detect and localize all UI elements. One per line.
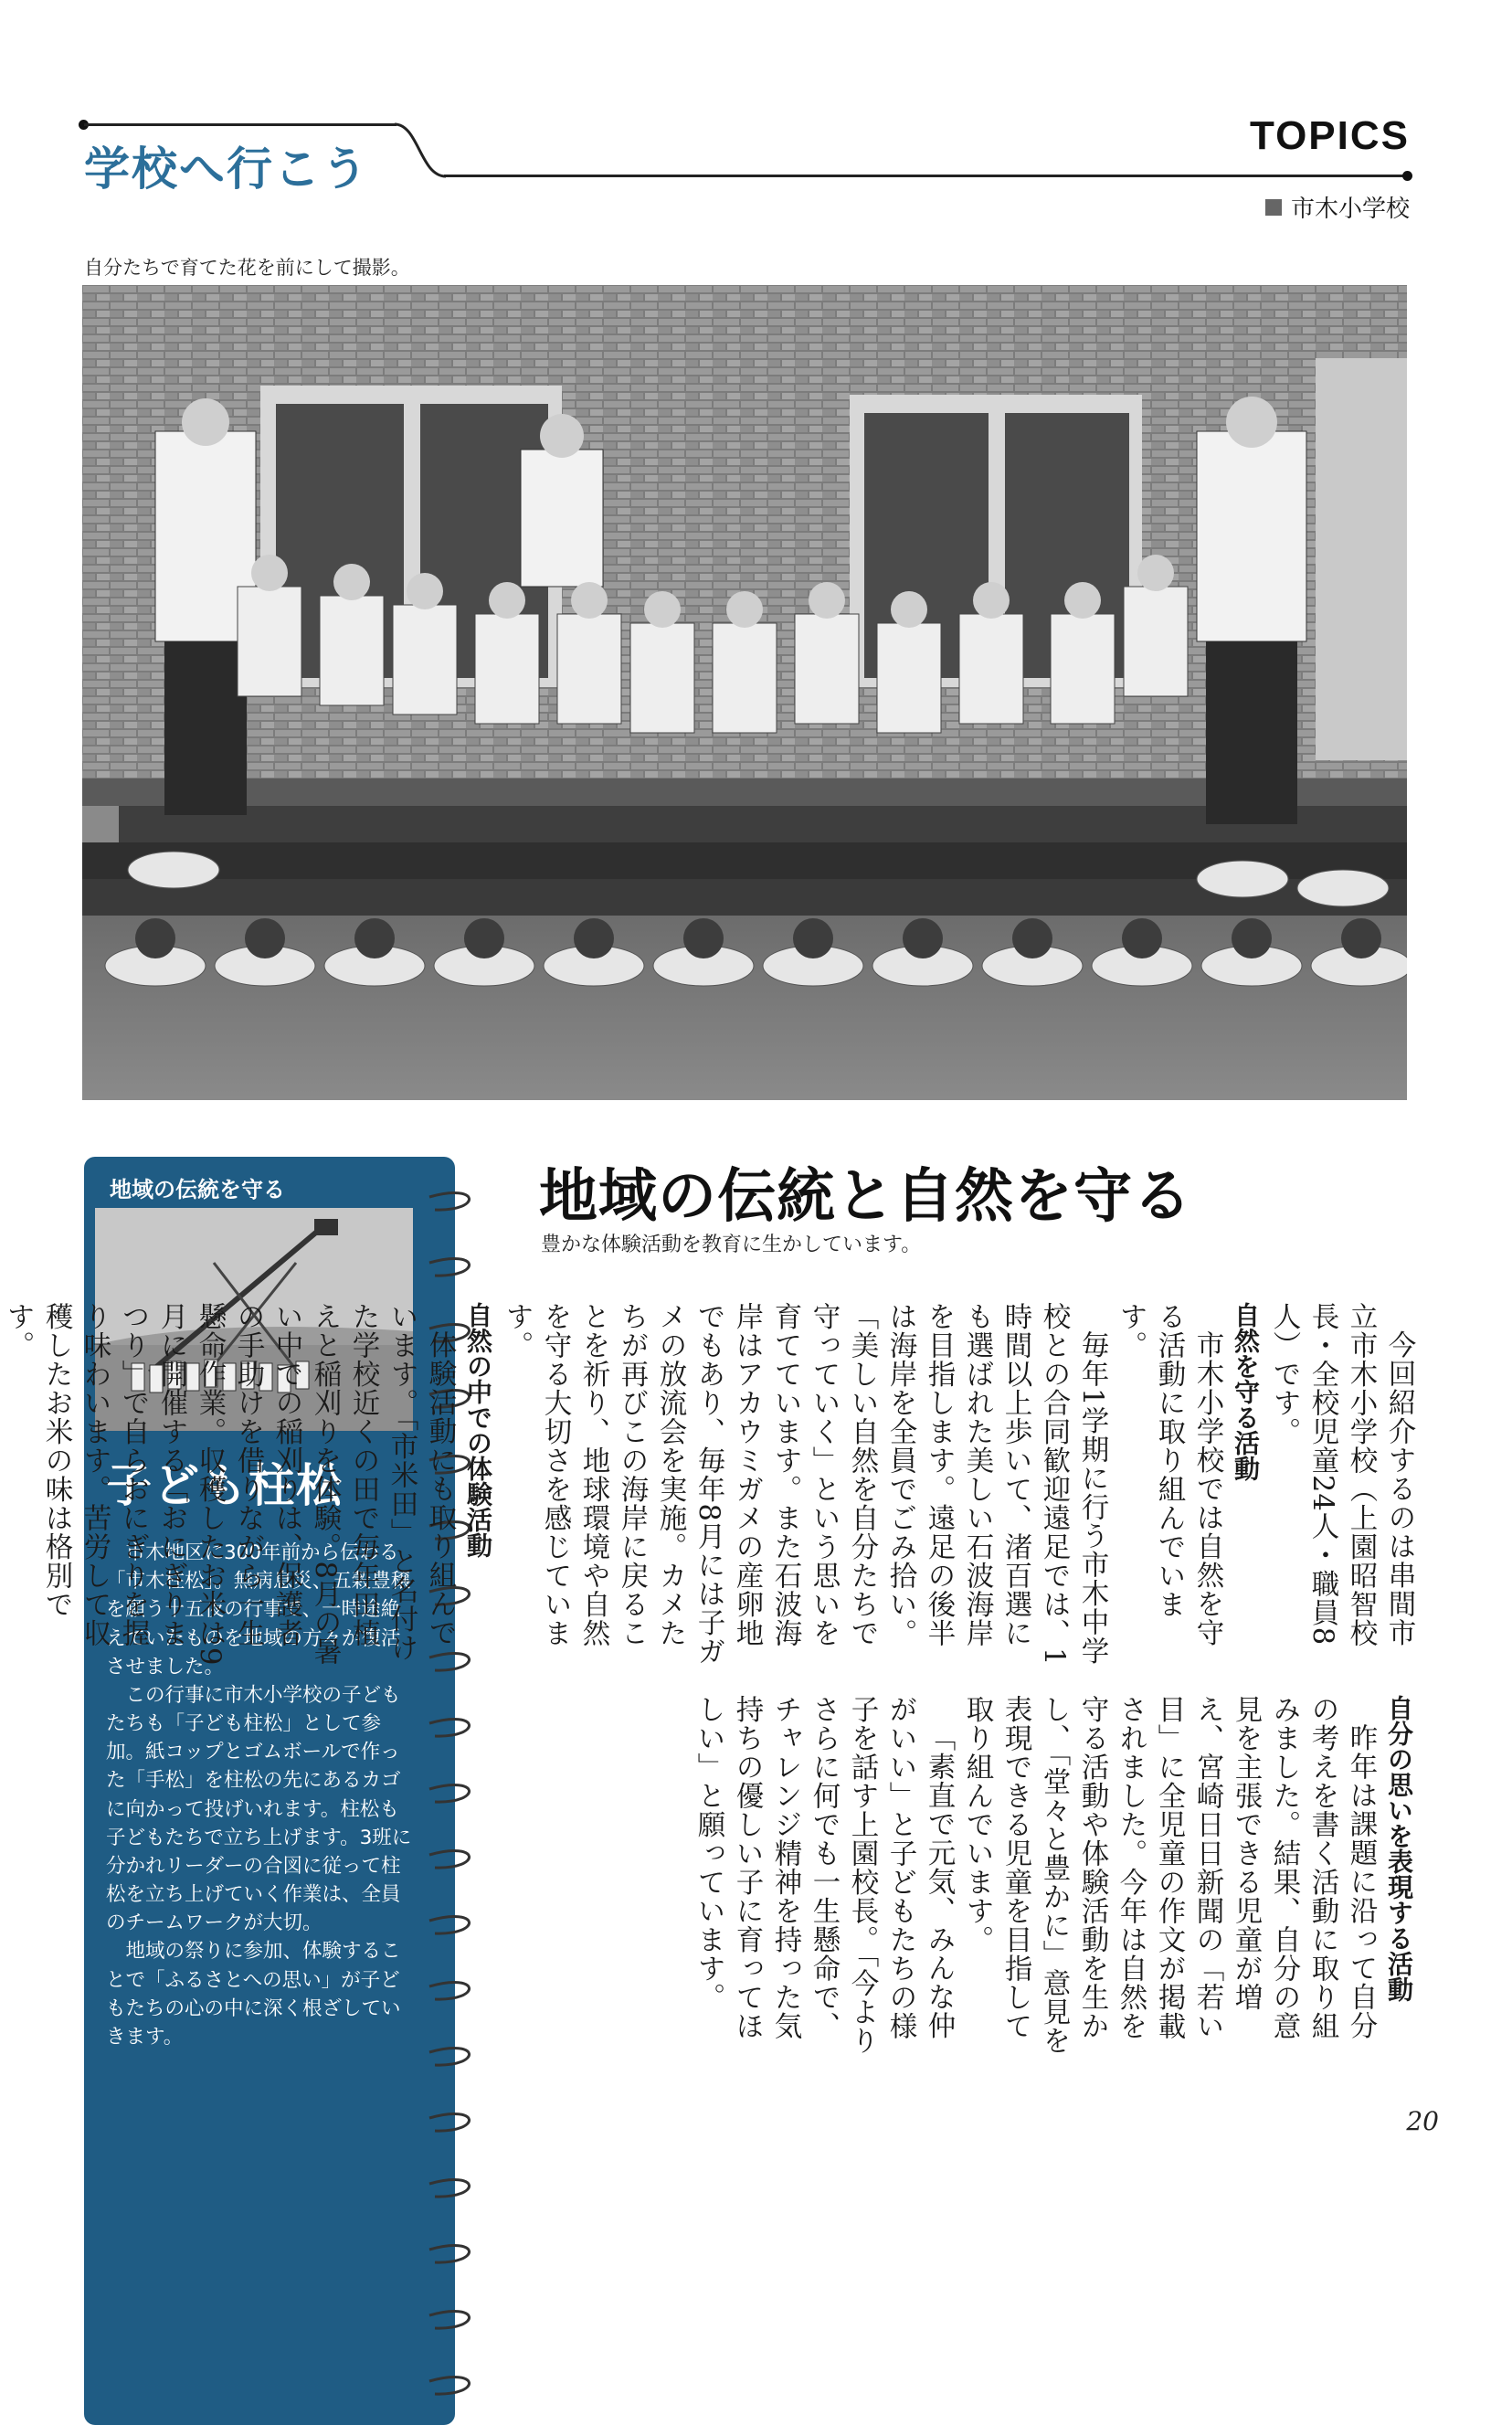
school-label [1265,190,1410,224]
article-intro: 今回紹介するのは串間市立市木小学校（上園昭智校長・全校児童24人・職員8人）です。 [1268,1302,1415,1647]
section-heading: 自然の中での体験活動 [463,1302,493,1558]
header-rule-bottom [444,175,1405,177]
page-number: 20 [1406,2106,1439,2136]
article-paragraph: 「素直で元気、みんな仲がいい」と子どもたちの様子を話す上園校長。「今よりさらに何でも一生懸命で、チャレンジ精神を持った気持ちの優しい子に育ってほしい」と願っています。 [693,1695,955,2056]
sidebar-paragraph: 市木地区に300年前から伝わる「市木柱松」。無病息災、五穀豊穣を願う十五夜の行事で、一時途絶えていたものを地域の方々が復活させました。 [106,1541,411,1678]
sidebar-paragraph: 地域の祭りに参加、体験することで「ふるさとへの思い」が子どもたちの心の中に深く根ざしていきます。 [106,1940,401,2049]
header-rule-dot-right [1402,171,1412,181]
sidebar-heading: 地域の伝統を守る [110,1177,285,1202]
school-name: 市木小学校 [1290,196,1410,223]
square-bullet-icon [1265,199,1282,216]
article-title: 地域の伝統と自然を守る [539,1163,1192,1231]
article-paragraph: 体験活動にも取り組んでいます。「市米田」と名付けた学校近くの田で毎年田植えと稲刈りを体験。8月の暑い中での稲刈りは、保護者の手助けを借りながら一生懸命作業。収穫したお米は9月に開催する「おにぎりまつり」で自らおにぎりを握り味わいます。苦労して収穫したお米の味は格別です。 [2,1302,456,1667]
group-photo [82,285,1407,1100]
sidebar-paragraph: この行事に市木小学校の子どもたちも「子ども柱松」として参加。紙コップとゴムボールで作った「手松」を柱松の先にあるカゴに向かって投げいれます。柱松も子どもたちで立ち上げます。3班に分かれリーダーの合図に従って柱松を立ち上げていく作業は、全員のチームワークが大切。 [106,1683,412,1935]
sidebar-title: 子ども柱松 [106,1458,344,1512]
article-paragraph: 市木小学校では自然を守る活動に取り組んでいます。 [1115,1302,1223,1647]
header-rule-bend [393,122,448,180]
article-paragraph: 昨年は課題に沿って自分の考えを書く活動に取り組みました。結果、自分の意見を主張できる児童が増え、宮崎日日新聞の「若い目」に全児童の作文が掲載されました。今年は自然を守る活動や体験活動を生かし、「堂々と豊かに」意見を表現できる児童を目指して取り組んでいます。 [961,1695,1377,2056]
article-paragraph: 毎年1学期に行う市木中学校との合同歓迎遠足では、1時間以上歩いて、渚百選にも選ばれた美しい石波海岸を目指します。遠足の後半は海岸を全員でごみ拾い。「美しい自然を自分たちで守っていく」という思いを育てています。また石波海岸はアカウミガメの産卵地でもあり、毎年8月には子ガメの放流会を実施。カメたちが再びこの海岸に戻ることを祈り、地球環境や自然を守る大切さを感じています。 [501,1302,1108,1667]
header-rule-top [84,123,397,126]
article-subtitle: 豊かな体験活動を教育に生かしています。 [541,1234,922,1256]
topics-label: TOPICS [1249,113,1410,158]
section-heading: 自分の思いを表現する活動 [1384,1695,1414,2002]
section-heading: 自然を守る活動 [1231,1302,1261,1481]
photo-caption: 自分たちで育てた花を前にして撮影。 [84,257,410,279]
article-column-bottom [541,1695,1418,2060]
section-title: 学校へ行こう [84,143,369,196]
